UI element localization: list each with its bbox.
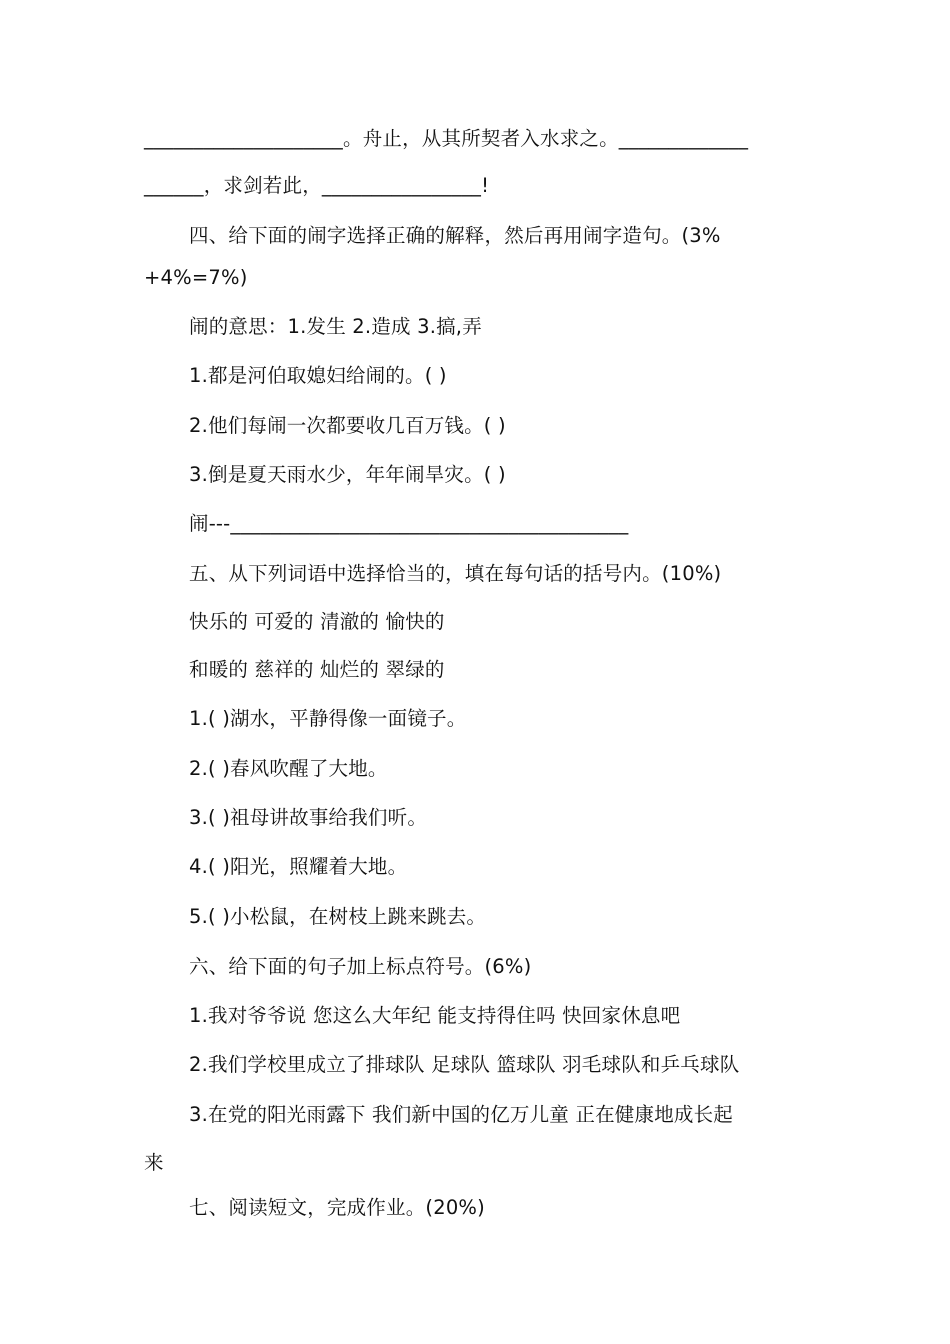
story-fill-line-1: ____________________。舟止，从其所契者入水求之。_____________ xyxy=(144,127,749,150)
story-fill-line-2: ______，求剑若此，________________! xyxy=(144,174,490,197)
section-6-item-1: 1.我对爷爷说 您这么大年纪 能支持得住吗 快回家休息吧 xyxy=(189,1004,681,1027)
section-4-item-3: 3.倒是夏天雨水少，年年闹旱灾。( ) xyxy=(189,463,506,486)
section-5-item-1: 1.( )湖水，平静得像一面镜子。 xyxy=(189,707,467,730)
section-4-heading-cont: +4%=7%) xyxy=(144,266,248,289)
section-5-item-5: 5.( )小松鼠，在树枝上跳来跳去。 xyxy=(189,905,487,928)
section-6-heading: 六、给下面的句子加上标点符号。(6%) xyxy=(189,955,532,978)
section-6-item-2: 2.我们学校里成立了排球队 足球队 篮球队 羽毛球队和乒乓球队 xyxy=(189,1053,740,1076)
section-4-item-2: 2.他们每闹一次都要收几百万钱。( ) xyxy=(189,414,506,437)
section-4-item-1: 1.都是河伯取媳妇给闹的。( ) xyxy=(189,364,447,387)
section-5-heading: 五、从下列词语中选择恰当的，填在每句话的括号内。(10%) xyxy=(189,562,722,585)
section-5-word-bank-1: 快乐的 可爱的 清澈的 愉快的 xyxy=(189,610,445,633)
section-4-sentence-line: 闹---________________________________________ xyxy=(189,512,629,535)
section-4-heading: 四、给下面的闹字选择正确的解释，然后再用闹字造句。(3% xyxy=(189,224,721,247)
section-5-item-4: 4.( )阳光，照耀着大地。 xyxy=(189,855,408,878)
section-5-item-2: 2.( )春风吹醒了大地。 xyxy=(189,757,388,780)
section-6-item-3-cont: 来 xyxy=(144,1151,164,1174)
section-7-heading: 七、阅读短文，完成作业。(20%) xyxy=(189,1196,485,1219)
section-5-word-bank-2: 和暖的 慈祥的 灿烂的 翠绿的 xyxy=(189,658,445,681)
section-5-item-3: 3.( )祖母讲故事给我们听。 xyxy=(189,806,428,829)
section-4-meanings: 闹的意思：1.发生 2.造成 3.搞,弄 xyxy=(189,315,482,338)
section-6-item-3: 3.在党的阳光雨露下 我们新中国的亿万儿童 正在健康地成长起 xyxy=(189,1103,734,1126)
